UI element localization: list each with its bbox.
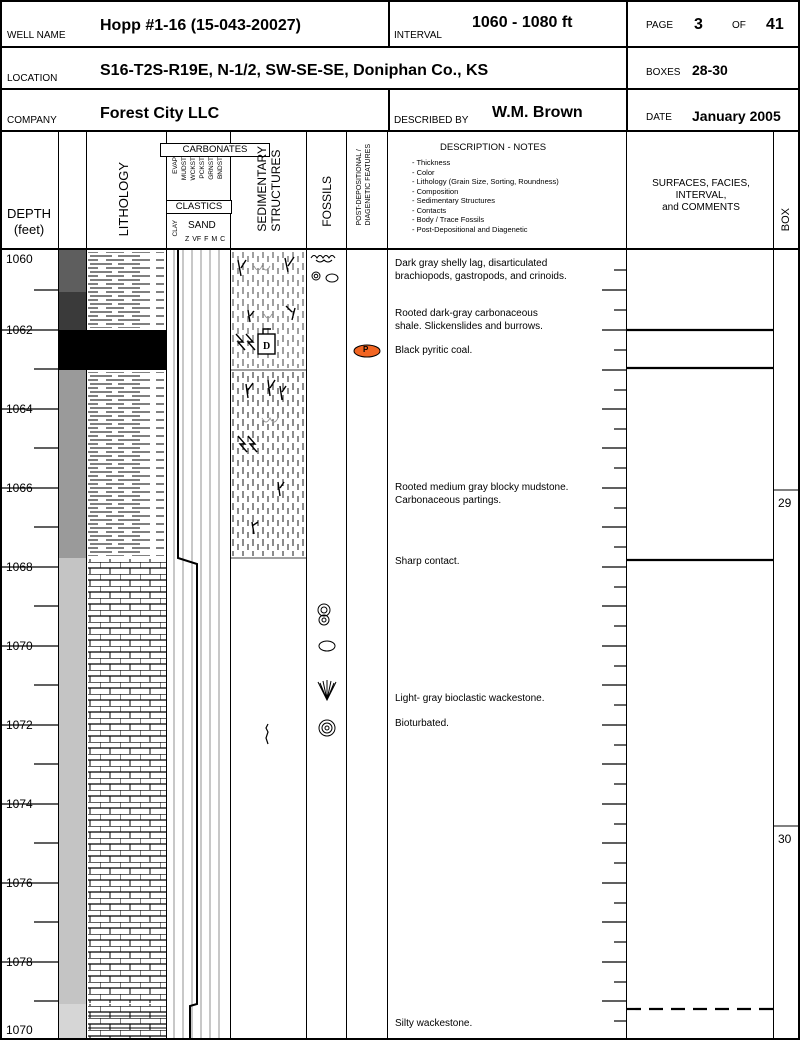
depth-unit: (feet): [13, 222, 45, 237]
note-shelly-lag: Dark gray shelly lag, disarticulated brachiopods, gastropods, and crinoids.: [395, 258, 567, 282]
page-number: 3: [694, 16, 703, 33]
bivalve-icon: [318, 680, 336, 700]
company-label: COMPANY: [7, 115, 57, 126]
brachiopod-icon: [319, 641, 335, 651]
surface-lines: [627, 330, 773, 1009]
page-label: PAGE: [646, 20, 674, 31]
box-number: 29: [778, 496, 792, 510]
fossils-column: [311, 256, 338, 737]
boxes-value: 28-30: [692, 62, 728, 78]
bioturbation-icon: [266, 724, 268, 744]
description-ticks: [602, 270, 626, 1021]
clastics-header: CLASTICS: [166, 200, 232, 214]
core-log-body: [0, 250, 800, 1040]
depth-label: 1074: [6, 797, 33, 811]
well-name-label: WELL NAME: [7, 30, 66, 41]
note-silty-wackestone: Silty wackestone.: [395, 1018, 473, 1029]
depth-label: 1076: [6, 876, 33, 890]
gastropod-icon: [318, 604, 330, 616]
company-value: Forest City LLC: [100, 105, 220, 122]
location-value: S16-T2S-R19E, N-1/2, SW-SE-SE, Doniphan Co., KS: [100, 62, 489, 79]
note-wackestone: Light- gray bioclastic wackestone.: [395, 693, 545, 704]
well-name: Hopp #1-16 (15-043-20027): [100, 17, 301, 34]
note-coal: Black pyritic coal.: [395, 345, 473, 356]
depth-label: 1072: [6, 718, 33, 732]
pyrite-label: P: [363, 345, 369, 354]
carbonates-header: CARBONATES: [160, 143, 270, 157]
crinoid-ossicle-icon: [319, 720, 335, 736]
description-header: DESCRIPTION - NOTES: [440, 142, 547, 153]
clay-label: CLAY: [172, 220, 179, 237]
location-label: LOCATION: [7, 73, 58, 84]
of-label: OF: [732, 20, 746, 31]
crinoid-icon: [311, 256, 335, 263]
sedimentary-structures-header: SEDIMENTARY STRUCTURES: [255, 146, 283, 232]
box-header: BOX: [780, 208, 792, 232]
surfaces-header: SURFACES, FACIES, INTERVAL, and COMMENTS: [652, 178, 750, 213]
lithology-column: [88, 252, 166, 1040]
box-number: 30: [778, 832, 792, 846]
depth-header: DEPTH: [6, 206, 52, 221]
depth-label: 1064: [6, 402, 33, 416]
interval-value: 1060 - 1080 ft: [472, 14, 573, 31]
lithology-header: LITHOLOGY: [116, 162, 131, 237]
note-carbonaceous-shale: Rooted dark-gray carbonaceous shale. Slickenslides and burrows.: [395, 308, 543, 332]
described-by-label: DESCRIBED BY: [394, 115, 469, 126]
box-divisions: [773, 490, 800, 826]
date-value: January 2005: [692, 108, 781, 124]
description-checklist: - Thickness - Color - Lithology (Grain Size, Sorting, Roundness) - Composition - Sedimentary Structures - Contacts - Body / Trace Fossils - Post-Depositional and Diagenetic: [412, 158, 559, 234]
post-depositional-header: POST-DEPOSITIONAL / DIAGENETIC FEATURES: [356, 144, 372, 226]
svg-text:D: D: [263, 341, 271, 352]
described-by-value: W.M. Brown: [492, 104, 583, 121]
sand-label: SAND: [188, 220, 216, 231]
depth-label: 1068: [6, 560, 33, 574]
date-label: DATE: [646, 112, 672, 123]
fossils-header: FOSSILS: [320, 176, 334, 227]
depth-label: 1062: [6, 323, 33, 337]
depth-label: 1070: [6, 1023, 33, 1037]
depth-label: 1066: [6, 481, 33, 495]
depth-label: 1070: [6, 639, 33, 653]
depth-label: 1078: [6, 955, 33, 969]
note-mudstone: Rooted medium gray blocky mudstone. Carbonaceous partings.: [395, 482, 569, 506]
carbonate-types: EVAP MUDST WCKST PCKST GRNST BNDST: [172, 157, 224, 181]
boxes-label: BOXES: [646, 67, 681, 78]
interval-label: INTERVAL: [394, 30, 442, 41]
note-sharp-contact: Sharp contact.: [395, 556, 460, 567]
sand-sizes: Z VF F M C: [185, 236, 226, 243]
page-total: 41: [766, 16, 784, 33]
sedimentary-structures: [231, 252, 306, 744]
grain-size-profile: [178, 250, 197, 1040]
gastropod-icon: [312, 272, 320, 280]
brachiopod-icon: [326, 274, 338, 282]
note-bioturbated: Bioturbated.: [395, 718, 449, 729]
depth-label: 1060: [6, 252, 33, 266]
